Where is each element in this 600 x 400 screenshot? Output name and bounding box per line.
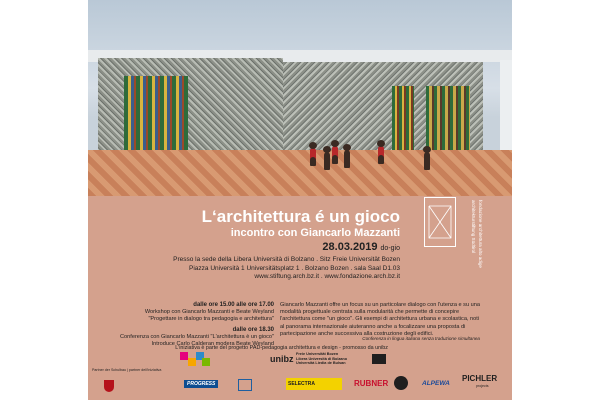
partner-logo — [238, 379, 252, 391]
foundation-name-de: architekturstiftung Südtirol — [471, 200, 476, 254]
foundation-logo-icon — [425, 198, 455, 246]
language-note: Conferenza in lingua italiana senza traduzione simultanea — [362, 336, 480, 341]
event-date-suffix: do-gio — [380, 245, 400, 252]
unibz-name-line: Università Liedia de Bulsan — [296, 361, 346, 366]
progress-logo: PROGRESS — [184, 380, 218, 388]
conference-time: dalle ore 18.30 — [232, 326, 274, 333]
child-figure — [332, 146, 338, 164]
colored-window-left — [124, 76, 188, 160]
unibz-name-line: Libera Università di Bolzano — [296, 356, 348, 361]
initiative-note: L'iniziativa è parte del progetto PAD-pedagogia architettura e design - promosso da unibz — [175, 345, 388, 351]
event-description: Giancarlo Mazzanti offre un focus su un particolare dialogo con l'utenza e su una modalità progettuale centrata sulla modularità che permette di concepire l'architettura come "un gioco". Gli esempi di architettura urbana e scolastica, noti al panorama internazionale aiuteranno anche a focalizzare una proposta di partecipazione anche successiva alla costruzione degli edifici. — [280, 302, 480, 337]
partner-note: Partner der Schulbau | partner dell'iniziativa — [92, 368, 162, 372]
child-figure — [378, 146, 384, 164]
pad-logo — [180, 352, 210, 366]
workshop-time: dalle ore 15.00 alle ore 17.00 — [193, 302, 274, 308]
venue-line: Presso la sede della Libera Università di Bolzano . Sitz Freie Universität Bozen — [173, 256, 400, 263]
event-subtitle: incontro con Giancarlo Mazzanti — [230, 227, 400, 239]
foundation-name-vertical — [466, 200, 496, 310]
conference-line: Introduce Carlo Calderan modera Beate Weyland — [151, 341, 274, 348]
selectra-logo-text: SELECTRA — [288, 381, 315, 387]
event-poster — [88, 0, 512, 400]
foundation-name-it: fondazione architettura alto adige — [478, 200, 483, 268]
conference-line: Conferenza con Giancarlo Mazzanti "L'architettura è un gioco" — [120, 333, 274, 340]
unibz-names — [296, 352, 347, 366]
venue-info — [173, 256, 400, 282]
workshop-line: Workshop con Giancarlo Mazzanti e Beate Weyland — [144, 309, 274, 316]
pichler-logo: PICHLER — [462, 374, 498, 383]
pad-logo-icon — [180, 352, 210, 366]
event-date — [322, 241, 400, 253]
sponsor-logos — [88, 352, 512, 400]
child-figure — [424, 152, 430, 170]
schedule — [118, 302, 274, 348]
unibz-logo: unibz — [270, 354, 294, 364]
event-title: L‘architettura é un gioco — [201, 207, 400, 226]
website-links: www.stiftung.arch.bz.it . www.fondazione.arch.bz.it — [254, 273, 400, 281]
event-date-value: 28.03.2019 — [322, 241, 378, 253]
child-figure — [344, 150, 350, 168]
partner-round-logo — [394, 376, 408, 390]
pichler-sub: projects — [476, 384, 489, 388]
workshop-line: "Progettare in dialogo tra pedagogia e architettura" — [148, 316, 274, 323]
selectra-logo — [286, 378, 342, 390]
rubner-logo: RUBNER — [354, 379, 389, 388]
tiled-courtyard — [88, 150, 512, 196]
architecture-photo — [88, 0, 512, 196]
partner-logo — [372, 354, 386, 364]
colored-window-right — [426, 86, 470, 156]
coat-of-arms-icon — [104, 380, 114, 392]
alpewa-logo: ALPEWA — [422, 380, 450, 387]
child-figure — [310, 148, 316, 166]
unibz-name-line: Freie Universität Bozen — [296, 352, 339, 356]
foundation-logo — [424, 197, 456, 247]
venue-line: Piazza Università 1 Universitätsplatz 1 . Bolzano Bozen . sala Saal D1.03 — [189, 264, 400, 272]
colored-window-mid — [392, 86, 414, 154]
child-figure — [324, 152, 330, 170]
